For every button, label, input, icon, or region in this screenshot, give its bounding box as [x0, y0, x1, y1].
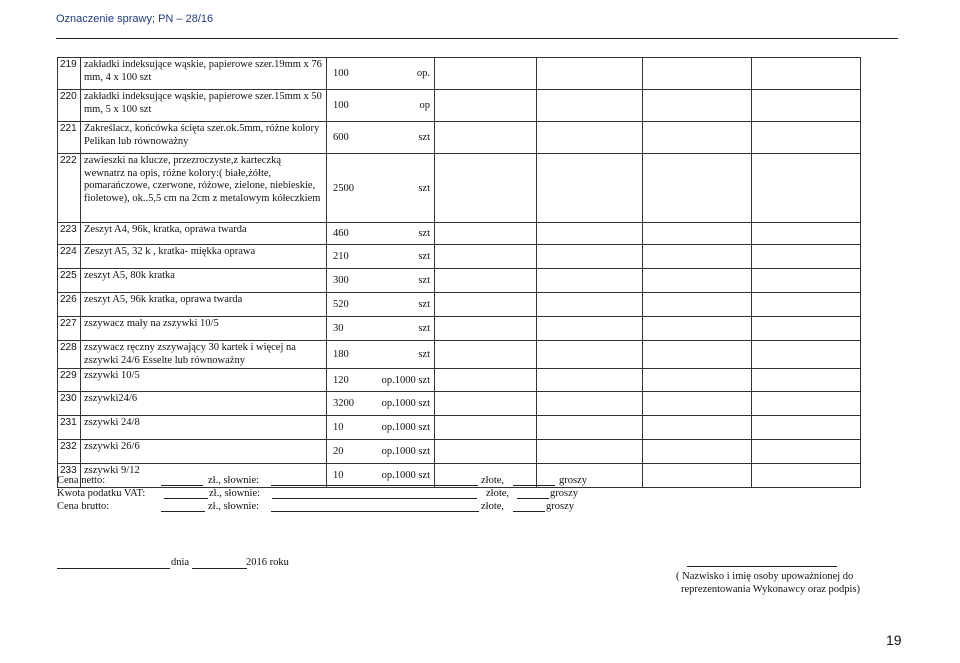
item-quantity: 120 — [333, 374, 349, 386]
gross-price-label: Cena brutto: — [57, 501, 110, 512]
item-unit: op.1000 szt — [381, 446, 430, 457]
item-description: zszywki24/6 — [81, 392, 327, 416]
item-quantity-cell — [327, 369, 435, 392]
empty-cell — [643, 154, 752, 223]
item-quantity: 180 — [333, 349, 349, 360]
item-description: zakładki indeksujące wąskie, papierowe szer.15mm x 50 mm, 5 x 100 szt — [81, 90, 327, 122]
empty-cell — [537, 269, 643, 293]
empty-cell — [435, 90, 537, 122]
table-row — [58, 90, 861, 122]
empty-cell — [537, 223, 643, 245]
item-unit: szt — [418, 275, 430, 286]
empty-cell — [752, 416, 861, 440]
item-quantity-cell — [327, 90, 435, 122]
item-unit: szt — [418, 323, 430, 334]
empty-cell — [537, 293, 643, 317]
item-description: zeszyt A5, 80k kratka — [81, 269, 327, 293]
item-quantity: 2500 — [333, 182, 354, 194]
date-blank[interactable] — [192, 557, 247, 569]
item-number: 228 — [58, 341, 81, 369]
empty-cell — [643, 440, 752, 464]
place-blank[interactable] — [57, 557, 170, 569]
table-row — [58, 440, 861, 464]
signature-caption-line1: ( Nazwisko i imię osoby upoważnionej do — [676, 571, 854, 582]
item-description: zeszyt A5, 96k kratka, oprawa twarda — [81, 293, 327, 317]
empty-cell — [752, 154, 861, 223]
empty-cell — [643, 90, 752, 122]
item-quantity: 210 — [333, 251, 349, 262]
empty-cell — [752, 341, 861, 369]
item-number: 227 — [58, 317, 81, 341]
item-unit: szt — [418, 228, 430, 239]
empty-cell — [537, 416, 643, 440]
empty-cell — [643, 416, 752, 440]
empty-cell — [435, 269, 537, 293]
empty-cell — [537, 392, 643, 416]
signature-caption — [676, 570, 860, 596]
item-description: zawieszki na klucze, przezroczyste,z karteczką wewnatrz na opis, różne kolory:( białe,żółte, pomarańczowe, czerwone, różowe, zielone, niebieskie, fioletowe), ok..5,5 cm na 2cm z metalowym kółeczkiem — [81, 154, 327, 223]
vat-grosze-blank[interactable] — [517, 487, 549, 499]
empty-cell — [643, 293, 752, 317]
empty-cell — [752, 245, 861, 269]
item-description: Zeszyt A4, 96k, kratka, oprawa twarda — [81, 223, 327, 245]
zl-slownie-label: zł., słownie: — [209, 488, 261, 499]
empty-cell — [537, 122, 643, 154]
items-table — [57, 57, 861, 488]
document-header-title: Oznaczenie sprawy; PN – 28/16 — [56, 13, 214, 25]
table-row — [58, 223, 861, 245]
item-description: zszywki 10/5 — [81, 369, 327, 392]
empty-cell — [537, 369, 643, 392]
zlote-label: złote, — [481, 475, 505, 486]
empty-cell — [643, 317, 752, 341]
empty-cell — [435, 369, 537, 392]
item-quantity: 600 — [333, 132, 349, 143]
empty-cell — [435, 245, 537, 269]
item-number: 230 — [58, 392, 81, 416]
gross-price-row — [57, 500, 597, 513]
table-row — [58, 341, 861, 369]
item-number: 223 — [58, 223, 81, 245]
table-row — [58, 245, 861, 269]
item-unit: op. — [416, 68, 430, 79]
item-description: zszywacz ręczny zszywający 30 kartek i więcej na zszywki 24/6 Esselte lub równoważny — [81, 341, 327, 369]
zlote-label: złote, — [486, 488, 510, 499]
item-quantity-cell — [327, 245, 435, 269]
item-quantity: 100 — [333, 68, 349, 79]
empty-cell — [435, 392, 537, 416]
item-quantity-cell — [327, 317, 435, 341]
empty-cell — [435, 317, 537, 341]
item-number: 221 — [58, 122, 81, 154]
empty-cell — [435, 341, 537, 369]
item-description: Zakreślacz, końcówka ścięta szer.ok.5mm, różne kolory Pelikan lub równoważny — [81, 122, 327, 154]
zl-slownie-label: zł., słownie: — [208, 475, 260, 486]
empty-cell — [752, 317, 861, 341]
empty-cell — [643, 122, 752, 154]
item-quantity: 10 — [333, 422, 344, 433]
item-number: 225 — [58, 269, 81, 293]
item-description: zszywki 9/12 — [81, 464, 327, 488]
item-number: 224 — [58, 245, 81, 269]
gross-grosze-blank[interactable] — [513, 500, 545, 512]
empty-cell — [537, 58, 643, 90]
empty-cell — [435, 440, 537, 464]
item-quantity-cell — [327, 269, 435, 293]
item-unit: szt — [418, 132, 430, 143]
item-quantity-cell — [327, 341, 435, 369]
page-number: 19 — [886, 632, 902, 648]
item-description: Zeszyt A5, 32 k , kratka- miękka oprawa — [81, 245, 327, 269]
groszy-label: groszy — [559, 475, 587, 486]
empty-cell — [752, 392, 861, 416]
item-quantity: 20 — [333, 446, 344, 457]
empty-cell — [752, 122, 861, 154]
empty-cell — [752, 90, 861, 122]
empty-cell — [435, 293, 537, 317]
net-grosze-blank[interactable] — [513, 474, 555, 486]
item-quantity: 460 — [333, 228, 349, 239]
item-quantity-cell — [327, 223, 435, 245]
vat-label: Kwota podatku VAT: — [57, 488, 146, 499]
table-row — [58, 369, 861, 392]
table-row — [58, 154, 861, 223]
empty-cell — [435, 58, 537, 90]
empty-cell — [752, 269, 861, 293]
item-quantity-cell — [327, 416, 435, 440]
item-description: zszywki 24/8 — [81, 416, 327, 440]
item-description: zszywki 26/6 — [81, 440, 327, 464]
empty-cell — [752, 223, 861, 245]
net-price-blank[interactable] — [161, 474, 203, 486]
item-number: 226 — [58, 293, 81, 317]
table-row — [58, 416, 861, 440]
empty-cell — [435, 416, 537, 440]
item-quantity-cell — [327, 293, 435, 317]
item-number: 231 — [58, 416, 81, 440]
item-quantity-cell — [327, 392, 435, 416]
empty-cell — [643, 464, 752, 488]
item-quantity-cell — [327, 122, 435, 154]
item-quantity: 10 — [333, 470, 344, 481]
table-row — [58, 269, 861, 293]
item-quantity-cell — [327, 58, 435, 90]
empty-cell — [537, 317, 643, 341]
empty-cell — [643, 245, 752, 269]
empty-cell — [752, 464, 861, 488]
empty-cell — [537, 90, 643, 122]
empty-cell — [435, 122, 537, 154]
item-unit: op — [419, 100, 430, 111]
vat-blank[interactable] — [164, 487, 208, 499]
groszy-label: groszy — [550, 488, 578, 499]
table-row — [58, 58, 861, 90]
item-description: zszywacz mały na zszywki 10/5 — [81, 317, 327, 341]
item-number: 219 — [58, 58, 81, 90]
empty-cell — [643, 369, 752, 392]
empty-cell — [643, 392, 752, 416]
year-label: 2016 roku — [246, 557, 289, 568]
empty-cell — [643, 269, 752, 293]
item-unit: op.1000 szt — [381, 422, 430, 433]
item-unit: szt — [418, 299, 430, 310]
empty-cell — [435, 154, 537, 223]
item-unit: op.1000 szt — [381, 470, 430, 481]
item-unit: op.1000 szt — [381, 374, 430, 386]
table-row — [58, 317, 861, 341]
empty-cell — [643, 341, 752, 369]
net-price-label: Cena netto: — [57, 475, 106, 486]
empty-cell — [435, 223, 537, 245]
empty-cell — [643, 223, 752, 245]
signature-caption-line2: reprezentowania Wykonawcy oraz podpis) — [681, 584, 861, 595]
empty-cell — [643, 58, 752, 90]
zlote-label: złote, — [481, 501, 505, 512]
item-quantity-cell — [327, 440, 435, 464]
item-unit: op.1000 szt — [381, 398, 430, 409]
empty-cell — [752, 369, 861, 392]
table-row — [58, 122, 861, 154]
empty-cell — [752, 440, 861, 464]
item-unit: szt — [418, 349, 430, 360]
empty-cell — [537, 440, 643, 464]
zl-slownie-label: zł., słownie: — [208, 501, 260, 512]
empty-cell — [752, 58, 861, 90]
item-quantity: 300 — [333, 275, 349, 286]
vat-row — [57, 487, 597, 500]
table-row — [58, 392, 861, 416]
item-number: 222 — [58, 154, 81, 223]
empty-cell — [537, 245, 643, 269]
item-quantity: 30 — [333, 323, 344, 334]
item-quantity: 100 — [333, 100, 349, 111]
item-quantity: 520 — [333, 299, 349, 310]
item-number: 232 — [58, 440, 81, 464]
table-row — [58, 293, 861, 317]
item-unit: szt — [418, 182, 430, 194]
header-divider — [56, 38, 898, 39]
item-unit: szt — [418, 251, 430, 262]
price-totals-section — [57, 474, 597, 513]
empty-cell — [537, 341, 643, 369]
item-quantity-cell — [327, 154, 435, 223]
net-price-row — [57, 474, 597, 487]
empty-cell — [537, 154, 643, 223]
item-description: zakładki indeksujące wąskie, papierowe szer.19mm x 76 mm, 4 x 100 szt — [81, 58, 327, 90]
gross-words-blank[interactable] — [271, 500, 479, 512]
gross-price-blank[interactable] — [161, 500, 205, 512]
signature-line[interactable] — [687, 566, 837, 567]
groszy-label: groszy — [546, 501, 574, 512]
empty-cell — [752, 293, 861, 317]
item-number: 229 — [58, 369, 81, 392]
item-number: 220 — [58, 90, 81, 122]
dnia-label: dnia — [171, 557, 190, 568]
net-words-blank[interactable] — [271, 474, 478, 486]
item-number: 233 — [58, 464, 81, 488]
item-quantity: 3200 — [333, 398, 354, 409]
vat-words-blank[interactable] — [272, 487, 477, 499]
